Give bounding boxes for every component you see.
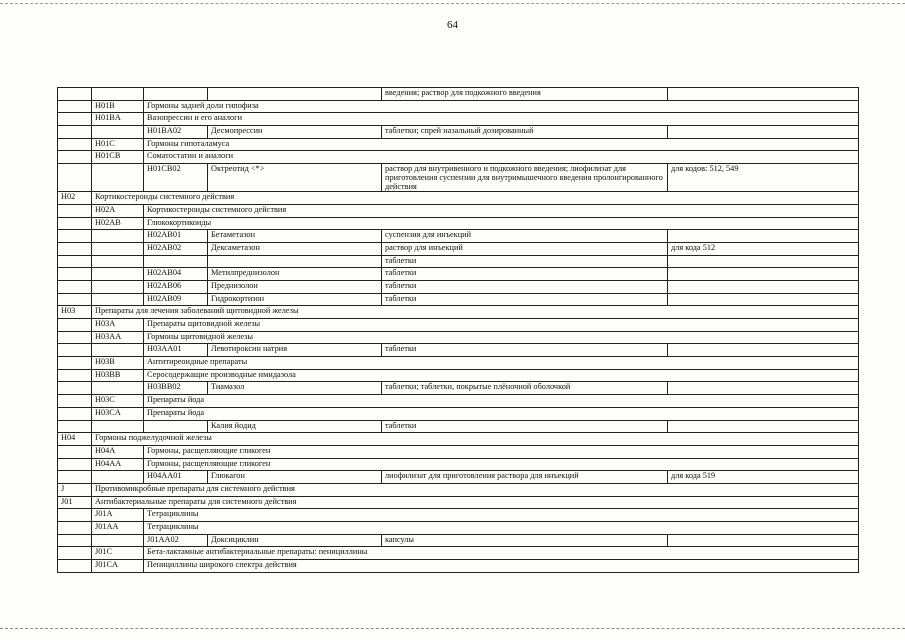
drug-code-cell: H01CB02 — [144, 164, 208, 192]
group-title-cell: Противомикробные препараты для системного действия — [92, 483, 859, 496]
group-code-cell — [58, 204, 92, 217]
drug-code-cell: H02AB09 — [144, 293, 208, 306]
group-code-cell — [58, 331, 92, 344]
subgroup-code-cell: H01BA — [92, 113, 144, 126]
drug-name-cell — [208, 255, 382, 268]
drug-list-table — [57, 87, 859, 573]
subgroup-code-cell — [92, 344, 144, 357]
drug-name-cell: Доксициклин — [208, 534, 382, 547]
subgroup-code-cell: H04A — [92, 445, 144, 458]
table-row — [58, 547, 859, 560]
group-code-cell — [58, 280, 92, 293]
subgroup-code-cell: J01A — [92, 509, 144, 522]
table-row — [58, 382, 859, 395]
drug-code-cell: H03AA01 — [144, 344, 208, 357]
dosage-form-cell: таблетки — [382, 344, 668, 357]
dosage-form-cell: таблетки — [382, 280, 668, 293]
group-code-cell — [58, 522, 92, 535]
table-row — [58, 280, 859, 293]
drug-code-cell — [144, 420, 208, 433]
table-row — [58, 319, 859, 332]
group-code-cell — [58, 113, 92, 126]
subgroup-code-cell: J01C — [92, 547, 144, 560]
subgroup-code-cell: H02AB — [92, 217, 144, 230]
dosage-form-cell: лиофилизат для приготовления раствора для инъекций — [382, 471, 668, 484]
group-code-cell — [58, 268, 92, 281]
note-cell — [668, 382, 859, 395]
drug-code-cell: J01AA02 — [144, 534, 208, 547]
drug-name-cell — [208, 88, 382, 101]
subgroup-code-cell: J01AA — [92, 522, 144, 535]
note-cell — [668, 268, 859, 281]
group-title-cell: Антитиреоидные препараты — [144, 357, 859, 370]
note-cell — [668, 344, 859, 357]
group-code-cell — [58, 164, 92, 192]
table-row — [58, 407, 859, 420]
group-title-cell: Кортикостероиды системного действия — [144, 204, 859, 217]
scan-edge-top — [0, 3, 905, 4]
table-row — [58, 164, 859, 192]
note-cell — [668, 420, 859, 433]
subgroup-code-cell: J01CA — [92, 560, 144, 573]
drug-name-cell: Глюкагон — [208, 471, 382, 484]
group-code-cell — [58, 255, 92, 268]
drug-code-cell: H02AB02 — [144, 242, 208, 255]
table-row — [58, 458, 859, 471]
table-row — [58, 113, 859, 126]
group-code-cell — [58, 395, 92, 408]
group-title-cell: Гормоны, расщепляющие гликоген — [144, 445, 859, 458]
note-cell — [668, 293, 859, 306]
table-row — [58, 522, 859, 535]
scan-edge-bottom — [0, 628, 905, 629]
table-row — [58, 138, 859, 151]
table-row — [58, 204, 859, 217]
subgroup-code-cell — [92, 471, 144, 484]
subgroup-code-cell: H02A — [92, 204, 144, 217]
dosage-form-cell: капсулы — [382, 534, 668, 547]
group-title-cell: Соматостатин и аналоги — [144, 151, 859, 164]
subgroup-code-cell — [92, 280, 144, 293]
table-row — [58, 293, 859, 306]
subgroup-code-cell: H03B — [92, 357, 144, 370]
table-row — [58, 192, 859, 205]
table-row — [58, 306, 859, 319]
subgroup-code-cell — [92, 164, 144, 192]
table-row — [58, 496, 859, 509]
group-title-cell: Гормоны гипоталамуса — [144, 138, 859, 151]
group-code-cell — [58, 560, 92, 573]
table-row — [58, 268, 859, 281]
table-row — [58, 534, 859, 547]
dosage-form-cell: таблетки — [382, 420, 668, 433]
subgroup-code-cell: H03BB — [92, 369, 144, 382]
table-row — [58, 483, 859, 496]
table-row — [58, 445, 859, 458]
subgroup-code-cell — [92, 293, 144, 306]
drug-code-cell: H04AA01 — [144, 471, 208, 484]
group-code-cell — [58, 357, 92, 370]
note-cell — [668, 230, 859, 243]
table-row — [58, 331, 859, 344]
group-title-cell: Тетрациклины — [144, 509, 859, 522]
subgroup-code-cell: H03CA — [92, 407, 144, 420]
group-title-cell: Гормоны, расщепляющие гликоген — [144, 458, 859, 471]
drug-list-body — [58, 88, 859, 573]
dosage-form-cell: раствор для инъекций — [382, 242, 668, 255]
group-code-cell: H02 — [58, 192, 92, 205]
group-code-cell — [58, 509, 92, 522]
group-code-cell — [58, 344, 92, 357]
group-title-cell: Бета-лактамные антибактериальные препараты: пенициллины — [144, 547, 859, 560]
group-title-cell: Препараты щитовидной железы — [144, 319, 859, 332]
group-code-cell — [58, 242, 92, 255]
table-row — [58, 471, 859, 484]
dosage-form-cell: таблетки; спрей назальный дозированный — [382, 126, 668, 139]
drug-name-cell: Метилпреднизолон — [208, 268, 382, 281]
drug-code-cell: H01BA02 — [144, 126, 208, 139]
group-code-cell — [58, 382, 92, 395]
dosage-form-cell: таблетки — [382, 268, 668, 281]
note-cell: для кода 512 — [668, 242, 859, 255]
group-code-cell — [58, 100, 92, 113]
drug-name-cell: Десмопрессин — [208, 126, 382, 139]
drug-name-cell: Тиамазол — [208, 382, 382, 395]
group-code-cell — [58, 534, 92, 547]
drug-name-cell: Левотироксин натрия — [208, 344, 382, 357]
group-title-cell: Препараты йода — [144, 395, 859, 408]
group-title-cell: Глюкокортикоиды — [144, 217, 859, 230]
group-code-cell — [58, 293, 92, 306]
group-code-cell — [58, 230, 92, 243]
dosage-form-cell: таблетки — [382, 293, 668, 306]
table-row — [58, 357, 859, 370]
group-code-cell — [58, 471, 92, 484]
group-code-cell: J — [58, 483, 92, 496]
group-code-cell — [58, 217, 92, 230]
drug-name-cell: Октреотид <*> — [208, 164, 382, 192]
drug-code-cell: H03BB02 — [144, 382, 208, 395]
table-row — [58, 242, 859, 255]
subgroup-code-cell — [92, 255, 144, 268]
subgroup-code-cell — [92, 534, 144, 547]
group-code-cell — [58, 445, 92, 458]
group-code-cell — [58, 407, 92, 420]
note-cell — [668, 534, 859, 547]
table-row — [58, 217, 859, 230]
subgroup-code-cell — [92, 230, 144, 243]
subgroup-code-cell — [92, 420, 144, 433]
note-cell — [668, 88, 859, 101]
drug-name-cell: Бетаметазон — [208, 230, 382, 243]
subgroup-code-cell: H03A — [92, 319, 144, 332]
note-cell — [668, 255, 859, 268]
drug-code-cell — [144, 255, 208, 268]
note-cell: для кодов: 512, 549 — [668, 164, 859, 192]
table-row — [58, 88, 859, 101]
group-title-cell: Гормоны задней доли гипофиза — [144, 100, 859, 113]
note-cell: для кода 519 — [668, 471, 859, 484]
table-row — [58, 509, 859, 522]
group-code-cell — [58, 547, 92, 560]
note-cell — [668, 126, 859, 139]
group-code-cell — [58, 458, 92, 471]
drug-name-cell: Гидрокортизон — [208, 293, 382, 306]
group-title-cell: Препараты для лечения заболеваний щитовидной железы — [92, 306, 859, 319]
group-title-cell: Антибактериальные препараты для системного действия — [92, 496, 859, 509]
table-row — [58, 126, 859, 139]
drug-code-cell: H02AB01 — [144, 230, 208, 243]
group-title-cell: Серосодержащие производные имидазола — [144, 369, 859, 382]
group-title-cell: Пенициллины широкого спектра действия — [144, 560, 859, 573]
subgroup-code-cell: H03AA — [92, 331, 144, 344]
group-code-cell — [58, 369, 92, 382]
group-code-cell — [58, 126, 92, 139]
dosage-form-cell: суспензия для инъекций — [382, 230, 668, 243]
group-code-cell: H04 — [58, 433, 92, 446]
group-code-cell: H03 — [58, 306, 92, 319]
group-title-cell: Вазопрессин и его аналоги — [144, 113, 859, 126]
group-code-cell: J01 — [58, 496, 92, 509]
drug-code-cell: H02AB06 — [144, 280, 208, 293]
drug-name-cell: Калия йодид — [208, 420, 382, 433]
group-code-cell — [58, 151, 92, 164]
subgroup-code-cell: H01C — [92, 138, 144, 151]
drug-name-cell: Преднизолон — [208, 280, 382, 293]
drug-name-cell: Дексаметазон — [208, 242, 382, 255]
group-code-cell — [58, 319, 92, 332]
group-title-cell: Гормоны щитовидной железы — [144, 331, 859, 344]
group-code-cell — [58, 88, 92, 101]
table-row — [58, 230, 859, 243]
subgroup-code-cell: H04AA — [92, 458, 144, 471]
dosage-form-cell: таблетки; таблетки, покрытые плёночной оболочкой — [382, 382, 668, 395]
dosage-form-cell: таблетки — [382, 255, 668, 268]
table-row — [58, 433, 859, 446]
table-row — [58, 100, 859, 113]
page-number: 64 — [447, 19, 458, 31]
group-code-cell — [58, 420, 92, 433]
drug-code-cell: H02AB04 — [144, 268, 208, 281]
note-cell — [668, 280, 859, 293]
group-code-cell — [58, 138, 92, 151]
group-title-cell: Гормоны поджелудочной железы — [92, 433, 859, 446]
table-row — [58, 151, 859, 164]
subgroup-code-cell: H01B — [92, 100, 144, 113]
subgroup-code-cell — [92, 268, 144, 281]
subgroup-code-cell — [92, 242, 144, 255]
dosage-form-cell: введения; раствор для подкожного введения — [382, 88, 668, 101]
group-title-cell: Тетрациклины — [144, 522, 859, 535]
table-row — [58, 369, 859, 382]
subgroup-code-cell — [92, 126, 144, 139]
table-row — [58, 395, 859, 408]
table-row — [58, 344, 859, 357]
subgroup-code-cell: H01CB — [92, 151, 144, 164]
group-title-cell: Кортикостероиды системного действия — [92, 192, 859, 205]
subgroup-code-cell — [92, 382, 144, 395]
dosage-form-cell: раствор для внутривенного и подкожного введения; лиофилизат для приготовления суспензии для внутримышечного введения пролонгированного действия — [382, 164, 668, 192]
table-row — [58, 560, 859, 573]
table-row — [58, 255, 859, 268]
subgroup-code-cell — [92, 88, 144, 101]
group-title-cell: Препараты йода — [144, 407, 859, 420]
subgroup-code-cell: H03C — [92, 395, 144, 408]
table-row — [58, 420, 859, 433]
drug-code-cell — [144, 88, 208, 101]
